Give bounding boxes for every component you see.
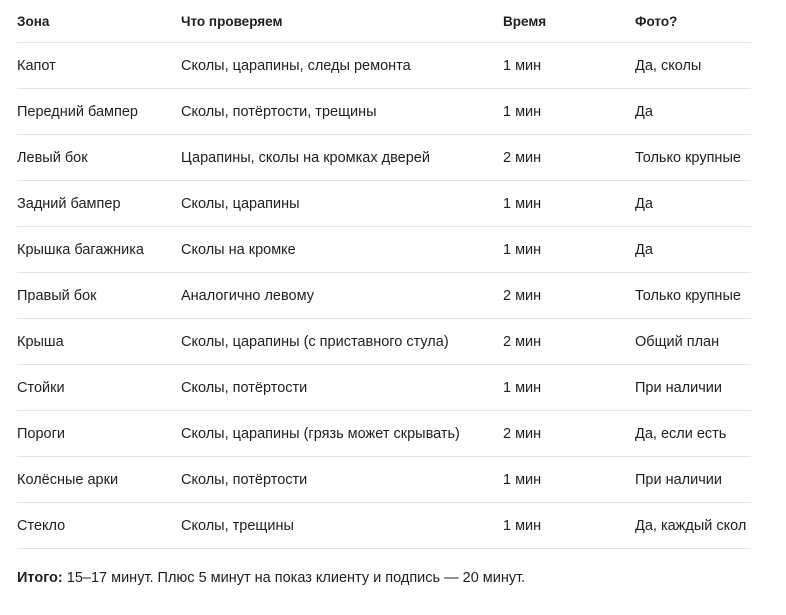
cell-check: Царапины, сколы на кромках дверей bbox=[181, 135, 503, 181]
cell-time: 2 мин bbox=[503, 135, 635, 181]
cell-zone: Крышка багажника bbox=[17, 227, 181, 273]
cell-time: 2 мин bbox=[503, 273, 635, 319]
column-header-zone: Зона bbox=[17, 0, 181, 43]
cell-zone: Стекло bbox=[17, 503, 181, 549]
cell-time: 1 мин bbox=[503, 503, 635, 549]
summary-text: 15–17 минут. Плюс 5 минут на показ клиенту и подпись — 20 минут. bbox=[62, 570, 526, 586]
cell-time: 1 мин bbox=[503, 181, 635, 227]
cell-check: Сколы, потёртости bbox=[181, 457, 503, 503]
cell-zone: Правый бок bbox=[17, 273, 181, 319]
cell-time: 1 мин bbox=[503, 43, 635, 89]
cell-photo: При наличии bbox=[635, 365, 751, 411]
column-header-time: Время bbox=[503, 0, 635, 43]
table-row bbox=[17, 135, 751, 181]
cell-photo: Да, если есть bbox=[635, 411, 751, 457]
cell-photo: Да, каждый скол bbox=[635, 503, 751, 549]
inspection-table-wrapper bbox=[17, 0, 751, 549]
cell-zone: Передний бампер bbox=[17, 89, 181, 135]
cell-photo: Да bbox=[635, 89, 751, 135]
cell-photo: Общий план bbox=[635, 319, 751, 365]
table-row bbox=[17, 181, 751, 227]
cell-time: 1 мин bbox=[503, 227, 635, 273]
cell-check: Аналогично левому bbox=[181, 273, 503, 319]
table-body bbox=[17, 43, 751, 549]
cell-time: 2 мин bbox=[503, 411, 635, 457]
column-header-check: Что проверяем bbox=[181, 0, 503, 43]
inspection-table bbox=[17, 0, 751, 549]
cell-time: 1 мин bbox=[503, 457, 635, 503]
cell-photo: Да bbox=[635, 227, 751, 273]
cell-check: Сколы, царапины, следы ремонта bbox=[181, 43, 503, 89]
cell-zone: Пороги bbox=[17, 411, 181, 457]
table-row bbox=[17, 89, 751, 135]
cell-time: 1 мин bbox=[503, 365, 635, 411]
cell-photo: Да, сколы bbox=[635, 43, 751, 89]
cell-check: Сколы, царапины (грязь может скрывать) bbox=[181, 411, 503, 457]
cell-zone: Левый бок bbox=[17, 135, 181, 181]
table-row bbox=[17, 411, 751, 457]
cell-check: Сколы на кромке bbox=[181, 227, 503, 273]
cell-check: Сколы, царапины bbox=[181, 181, 503, 227]
cell-zone: Крыша bbox=[17, 319, 181, 365]
cell-time: 2 мин bbox=[503, 319, 635, 365]
cell-check: Сколы, трещины bbox=[181, 503, 503, 549]
cell-zone: Стойки bbox=[17, 365, 181, 411]
cell-check: Сколы, потёртости bbox=[181, 365, 503, 411]
cell-time: 1 мин bbox=[503, 89, 635, 135]
cell-zone: Капот bbox=[17, 43, 181, 89]
cell-photo: Только крупные bbox=[635, 273, 751, 319]
table-header-row bbox=[17, 0, 751, 43]
cell-photo: Да bbox=[635, 181, 751, 227]
column-header-photo: Фото? bbox=[635, 0, 751, 43]
cell-photo: При наличии bbox=[635, 457, 751, 503]
summary-label: Итого: bbox=[17, 570, 63, 586]
cell-check: Сколы, царапины (с приставного стула) bbox=[181, 319, 503, 365]
table-row bbox=[17, 503, 751, 549]
table-row bbox=[17, 43, 751, 89]
table-row bbox=[17, 319, 751, 365]
cell-zone: Колёсные арки bbox=[17, 457, 181, 503]
summary-paragraph bbox=[17, 570, 525, 586]
table-row bbox=[17, 227, 751, 273]
cell-zone: Задний бампер bbox=[17, 181, 181, 227]
cell-photo: Только крупные bbox=[635, 135, 751, 181]
table-row bbox=[17, 365, 751, 411]
table-row bbox=[17, 457, 751, 503]
table-row bbox=[17, 273, 751, 319]
cell-check: Сколы, потёртости, трещины bbox=[181, 89, 503, 135]
